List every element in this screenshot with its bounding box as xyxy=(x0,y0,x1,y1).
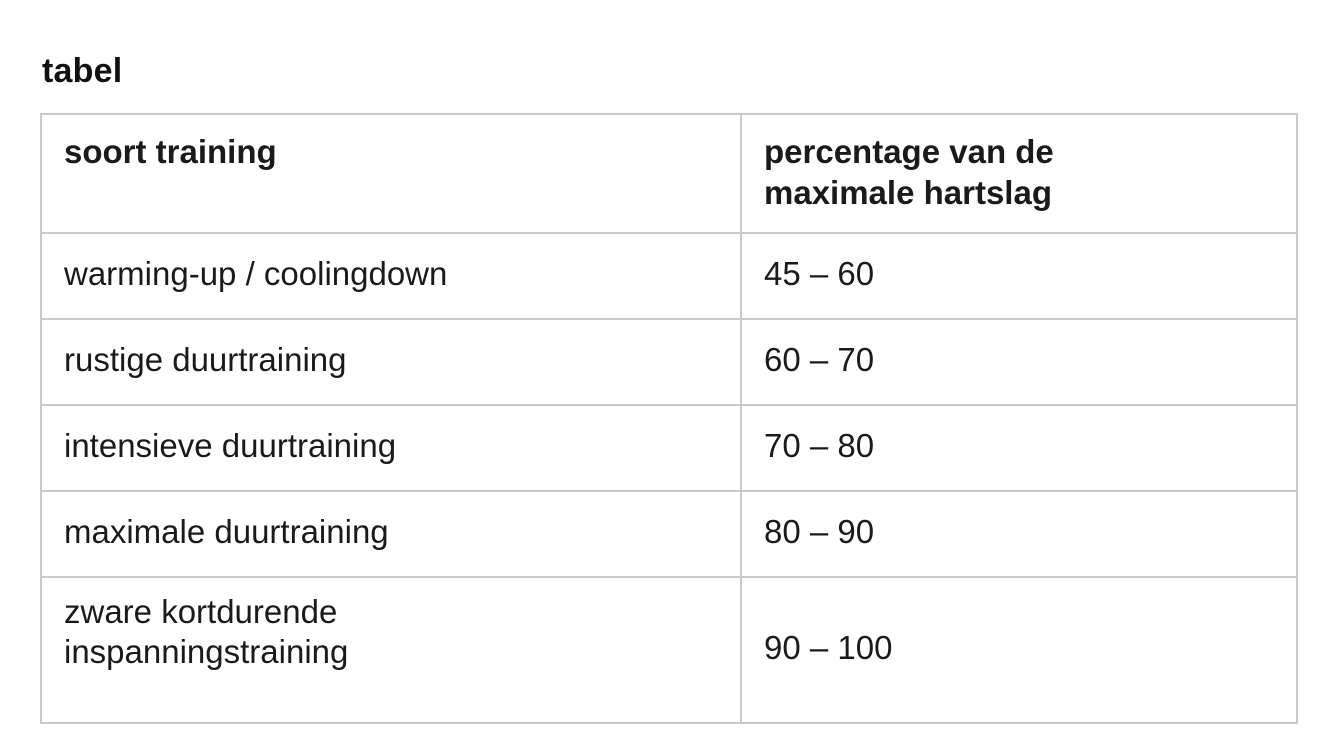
percentage-label: 70 – 80 xyxy=(764,427,875,465)
table-header-row xyxy=(41,114,1297,233)
training-type-label-line2: inspanningstraining xyxy=(64,632,349,670)
table-row xyxy=(41,319,1297,405)
table-row xyxy=(41,491,1297,577)
cell-percentage xyxy=(741,319,1297,405)
table-caption: tabel xyxy=(42,52,123,90)
percentage-label: 90 – 100 xyxy=(764,629,893,667)
header-cell-training-type xyxy=(41,114,741,233)
training-type-label: zware kortdurende xyxy=(64,592,338,630)
table-row xyxy=(41,405,1297,491)
cell-percentage xyxy=(741,405,1297,491)
cell-training-type xyxy=(41,491,741,577)
header-label-training-type: soort training xyxy=(64,133,277,170)
training-type-label: maximale duurtraining xyxy=(64,513,389,551)
cell-training-type xyxy=(41,577,741,723)
training-intensity-table xyxy=(40,113,1298,724)
cell-training-type xyxy=(41,233,741,319)
percentage-label: 45 – 60 xyxy=(764,255,875,293)
cell-training-type xyxy=(41,319,741,405)
header-cell-percentage xyxy=(741,114,1297,233)
header-label-percentage-line2: maximale hartslag xyxy=(764,174,1052,212)
cell-percentage xyxy=(741,233,1297,319)
cell-percentage xyxy=(741,491,1297,577)
training-type-label: warming-up / coolingdown xyxy=(64,255,448,293)
training-type-label: intensieve duurtraining xyxy=(64,427,397,465)
percentage-label: 60 – 70 xyxy=(764,341,875,379)
cell-percentage xyxy=(741,577,1297,723)
training-type-label: rustige duurtraining xyxy=(64,341,347,379)
cell-training-type xyxy=(41,405,741,491)
header-label-percentage-line1: percentage van de xyxy=(764,133,1054,170)
percentage-label: 80 – 90 xyxy=(764,513,875,551)
table-row xyxy=(41,577,1297,723)
table-row xyxy=(41,233,1297,319)
